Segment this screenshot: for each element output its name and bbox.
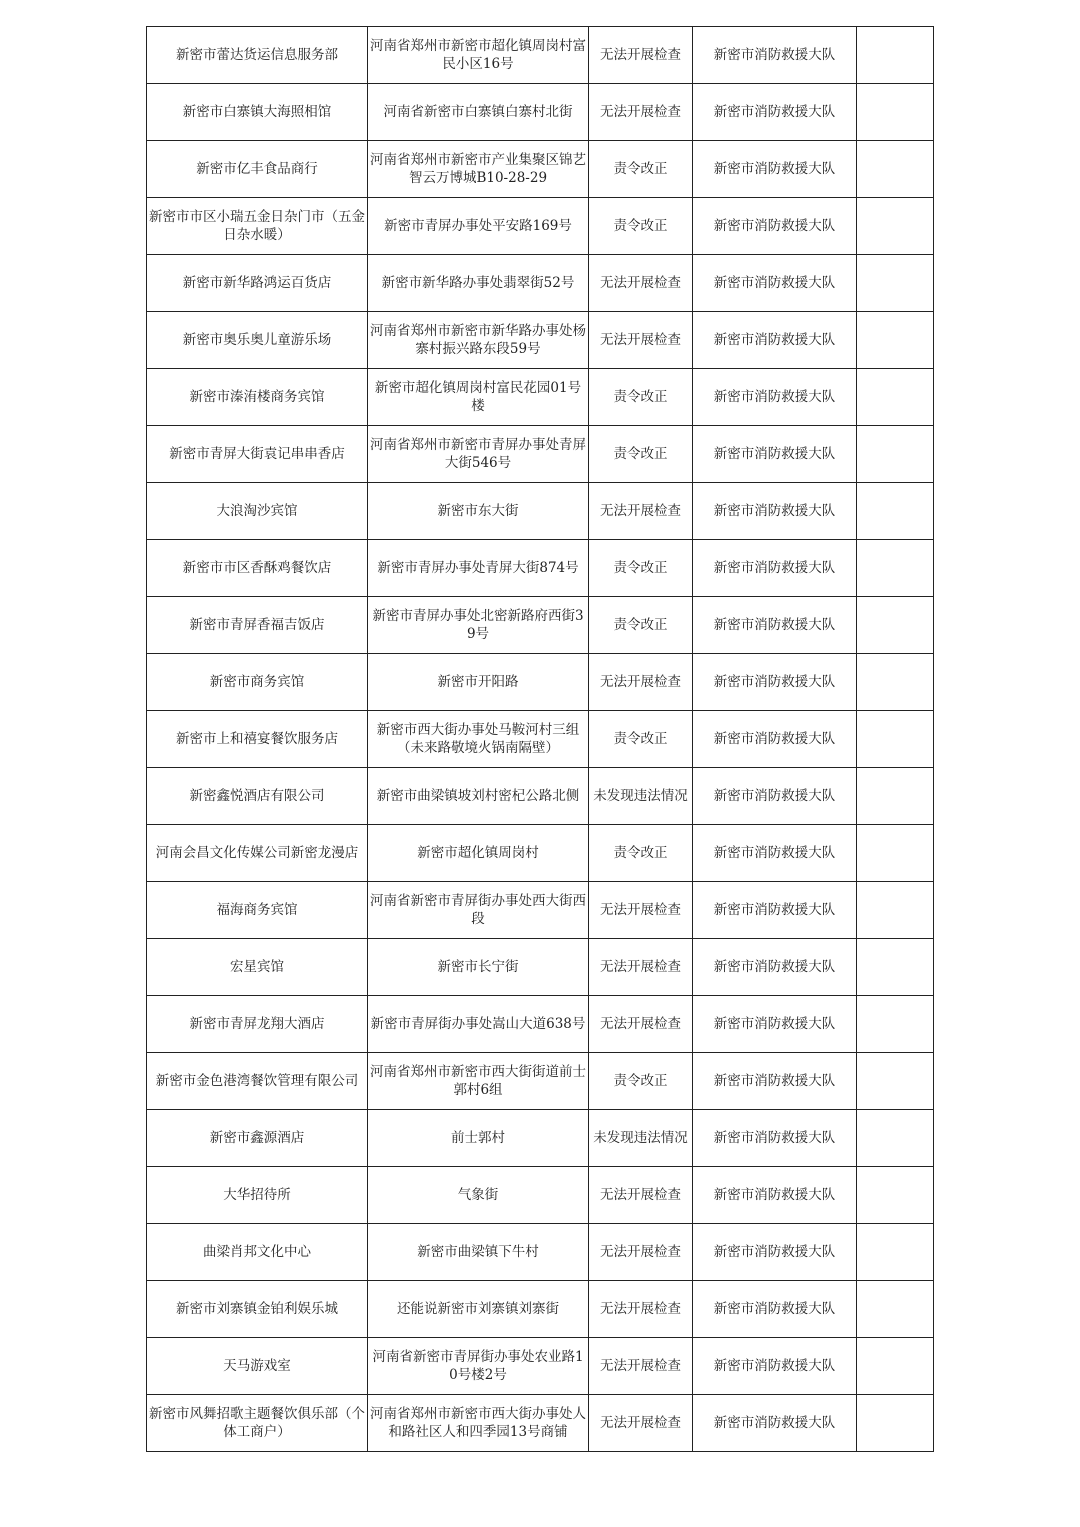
- cell-inspection-result: 未发现违法情况: [589, 1110, 693, 1167]
- cell-business-name: 天马游戏室: [147, 1338, 368, 1395]
- cell-inspection-result: 责令改正: [589, 198, 693, 255]
- cell-address: 新密市曲梁镇下牛村: [368, 1224, 589, 1281]
- table-row: [147, 426, 934, 483]
- cell-inspection-result: 无法开展检查: [589, 27, 693, 84]
- cell-business-name: 新密市商务宾馆: [147, 654, 368, 711]
- cell-address: 河南省郑州市新密市西大街办事处人和路社区人和四季园13号商铺: [368, 1395, 589, 1452]
- table-row: [147, 1167, 934, 1224]
- table-row: [147, 1110, 934, 1167]
- cell-inspection-result: 无法开展检查: [589, 1224, 693, 1281]
- table-row: [147, 711, 934, 768]
- cell-inspecting-unit: 新密市消防救援大队: [693, 540, 857, 597]
- table-row: [147, 939, 934, 996]
- cell-address: 前士郭村: [368, 1110, 589, 1167]
- cell-inspecting-unit: 新密市消防救援大队: [693, 996, 857, 1053]
- cell-remark: [857, 369, 934, 426]
- cell-business-name: 福海商务宾馆: [147, 882, 368, 939]
- cell-inspecting-unit: 新密市消防救援大队: [693, 1224, 857, 1281]
- cell-inspection-result: 无法开展检查: [589, 483, 693, 540]
- cell-remark: [857, 426, 934, 483]
- cell-inspecting-unit: 新密市消防救援大队: [693, 1110, 857, 1167]
- table-row: [147, 1224, 934, 1281]
- cell-inspecting-unit: 新密市消防救援大队: [693, 84, 857, 141]
- table-row: [147, 768, 934, 825]
- cell-address: 新密市西大街办事处马鞍河村三组（未来路敬境火锅南隔壁）: [368, 711, 589, 768]
- cell-address: 新密市青屏办事处青屏大街874号: [368, 540, 589, 597]
- cell-address: 河南省新密市白寨镇白寨村北街: [368, 84, 589, 141]
- table-row: [147, 198, 934, 255]
- cell-address: 河南省郑州市新密市西大街街道前士郭村6组: [368, 1053, 589, 1110]
- cell-business-name: 新密市奥乐奥儿童游乐场: [147, 312, 368, 369]
- cell-address: 新密市青屏街办事处嵩山大道638号: [368, 996, 589, 1053]
- cell-remark: [857, 882, 934, 939]
- cell-address: 河南省郑州市新密市青屏办事处青屏大街546号: [368, 426, 589, 483]
- cell-address: 新密市新华路办事处翡翠街52号: [368, 255, 589, 312]
- cell-inspecting-unit: 新密市消防救援大队: [693, 1281, 857, 1338]
- table-row: [147, 27, 934, 84]
- cell-business-name: 大浪淘沙宾馆: [147, 483, 368, 540]
- cell-address: 河南省郑州市新密市超化镇周岗村富民小区16号: [368, 27, 589, 84]
- cell-inspecting-unit: 新密市消防救援大队: [693, 255, 857, 312]
- cell-remark: [857, 996, 934, 1053]
- table-row: [147, 141, 934, 198]
- cell-address: 新密市青屏办事处平安路169号: [368, 198, 589, 255]
- cell-inspecting-unit: 新密市消防救援大队: [693, 369, 857, 426]
- table-row: [147, 882, 934, 939]
- cell-remark: [857, 1110, 934, 1167]
- cell-business-name: 新密市刘寨镇金铂利娱乐城: [147, 1281, 368, 1338]
- cell-inspecting-unit: 新密市消防救援大队: [693, 825, 857, 882]
- cell-address: 新密市青屏办事处北密新路府西街39号: [368, 597, 589, 654]
- cell-remark: [857, 255, 934, 312]
- cell-remark: [857, 1167, 934, 1224]
- table-row: [147, 84, 934, 141]
- cell-inspecting-unit: 新密市消防救援大队: [693, 1338, 857, 1395]
- cell-inspecting-unit: 新密市消防救援大队: [693, 939, 857, 996]
- cell-remark: [857, 825, 934, 882]
- cell-inspecting-unit: 新密市消防救援大队: [693, 882, 857, 939]
- cell-remark: [857, 939, 934, 996]
- cell-inspection-result: 责令改正: [589, 597, 693, 654]
- cell-inspecting-unit: 新密市消防救援大队: [693, 312, 857, 369]
- cell-business-name: 新密市市区香酥鸡餐饮店: [147, 540, 368, 597]
- cell-business-name: 新密市白寨镇大海照相馆: [147, 84, 368, 141]
- cell-business-name: 新密市青屏龙翔大酒店: [147, 996, 368, 1053]
- cell-address: 新密市超化镇周岗村: [368, 825, 589, 882]
- cell-remark: [857, 27, 934, 84]
- cell-remark: [857, 711, 934, 768]
- cell-business-name: 河南会昌文化传媒公司新密龙漫店: [147, 825, 368, 882]
- cell-remark: [857, 597, 934, 654]
- cell-address: 气象街: [368, 1167, 589, 1224]
- table-row: [147, 369, 934, 426]
- cell-business-name: 新密市鑫源酒店: [147, 1110, 368, 1167]
- table-row: [147, 1281, 934, 1338]
- cell-address: 新密市东大街: [368, 483, 589, 540]
- cell-business-name: 新密市蕾达货运信息服务部: [147, 27, 368, 84]
- cell-address: 河南省郑州市新密市产业集聚区锦艺智云万博城B10-28-29: [368, 141, 589, 198]
- table-row: [147, 1338, 934, 1395]
- cell-inspection-result: 无法开展检查: [589, 1167, 693, 1224]
- cell-inspection-result: 责令改正: [589, 426, 693, 483]
- cell-inspecting-unit: 新密市消防救援大队: [693, 1395, 857, 1452]
- cell-inspection-result: 无法开展检查: [589, 1338, 693, 1395]
- cell-inspection-result: 责令改正: [589, 540, 693, 597]
- cell-business-name: 新密鑫悦酒店有限公司: [147, 768, 368, 825]
- cell-address: 还能说新密市刘寨镇刘寨街: [368, 1281, 589, 1338]
- cell-remark: [857, 1281, 934, 1338]
- cell-remark: [857, 84, 934, 141]
- cell-business-name: 新密市市区小瑞五金日杂门市（五金日杂水暖）: [147, 198, 368, 255]
- table-row: [147, 255, 934, 312]
- cell-remark: [857, 768, 934, 825]
- cell-address: 河南省新密市青屏街办事处西大街西段: [368, 882, 589, 939]
- cell-inspection-result: 无法开展检查: [589, 939, 693, 996]
- cell-inspection-result: 未发现违法情况: [589, 768, 693, 825]
- cell-remark: [857, 198, 934, 255]
- table-row: [147, 597, 934, 654]
- cell-remark: [857, 1053, 934, 1110]
- cell-inspection-result: 无法开展检查: [589, 882, 693, 939]
- cell-business-name: 大华招待所: [147, 1167, 368, 1224]
- table-row: [147, 312, 934, 369]
- cell-inspecting-unit: 新密市消防救援大队: [693, 483, 857, 540]
- cell-business-name: 新密市上和禧宴餐饮服务店: [147, 711, 368, 768]
- cell-inspection-result: 责令改正: [589, 711, 693, 768]
- cell-address: 新密市曲梁镇坡刘村密杞公路北侧: [368, 768, 589, 825]
- cell-inspecting-unit: 新密市消防救援大队: [693, 1053, 857, 1110]
- cell-remark: [857, 141, 934, 198]
- cell-inspection-result: 无法开展检查: [589, 996, 693, 1053]
- cell-inspection-result: 责令改正: [589, 141, 693, 198]
- table-row: [147, 540, 934, 597]
- cell-address: 新密市开阳路: [368, 654, 589, 711]
- cell-inspecting-unit: 新密市消防救援大队: [693, 27, 857, 84]
- cell-inspection-result: 责令改正: [589, 825, 693, 882]
- cell-inspecting-unit: 新密市消防救援大队: [693, 426, 857, 483]
- cell-inspecting-unit: 新密市消防救援大队: [693, 1167, 857, 1224]
- cell-inspecting-unit: 新密市消防救援大队: [693, 711, 857, 768]
- cell-business-name: 新密市金色港湾餐饮管理有限公司: [147, 1053, 368, 1110]
- table-row: [147, 654, 934, 711]
- cell-address: 河南省新密市青屏街办事处农业路10号楼2号: [368, 1338, 589, 1395]
- table-row: [147, 1395, 934, 1452]
- cell-inspection-result: 责令改正: [589, 1053, 693, 1110]
- cell-inspecting-unit: 新密市消防救援大队: [693, 198, 857, 255]
- cell-business-name: 新密市风舞招歌主题餐饮俱乐部（个体工商户）: [147, 1395, 368, 1452]
- cell-inspection-result: 无法开展检查: [589, 1281, 693, 1338]
- cell-remark: [857, 1395, 934, 1452]
- cell-business-name: 曲梁肖邦文化中心: [147, 1224, 368, 1281]
- cell-remark: [857, 483, 934, 540]
- cell-inspection-result: 无法开展检查: [589, 654, 693, 711]
- cell-remark: [857, 312, 934, 369]
- cell-remark: [857, 1224, 934, 1281]
- cell-business-name: 新密市青屏香福吉饭店: [147, 597, 368, 654]
- cell-address: 新密市超化镇周岗村富民花园01号楼: [368, 369, 589, 426]
- cell-business-name: 新密市青屏大街袁记串串香店: [147, 426, 368, 483]
- table-row: [147, 996, 934, 1053]
- cell-business-name: 宏星宾馆: [147, 939, 368, 996]
- cell-address: 新密市长宁街: [368, 939, 589, 996]
- table-body: [147, 27, 934, 1452]
- cell-inspection-result: 无法开展检查: [589, 84, 693, 141]
- cell-inspection-result: 无法开展检查: [589, 255, 693, 312]
- cell-inspecting-unit: 新密市消防救援大队: [693, 768, 857, 825]
- cell-inspecting-unit: 新密市消防救援大队: [693, 597, 857, 654]
- cell-inspection-result: 无法开展检查: [589, 1395, 693, 1452]
- cell-address: 河南省郑州市新密市新华路办事处杨寨村振兴路东段59号: [368, 312, 589, 369]
- table-row: [147, 825, 934, 882]
- cell-business-name: 新密市新华路鸿运百货店: [147, 255, 368, 312]
- table-row: [147, 1053, 934, 1110]
- cell-inspection-result: 责令改正: [589, 369, 693, 426]
- cell-inspecting-unit: 新密市消防救援大队: [693, 654, 857, 711]
- inspection-results-table: [146, 26, 934, 1452]
- cell-business-name: 新密市溱洧楼商务宾馆: [147, 369, 368, 426]
- cell-remark: [857, 540, 934, 597]
- cell-remark: [857, 1338, 934, 1395]
- cell-business-name: 新密市亿丰食品商行: [147, 141, 368, 198]
- cell-inspecting-unit: 新密市消防救援大队: [693, 141, 857, 198]
- cell-remark: [857, 654, 934, 711]
- cell-inspection-result: 无法开展检查: [589, 312, 693, 369]
- table-row: [147, 483, 934, 540]
